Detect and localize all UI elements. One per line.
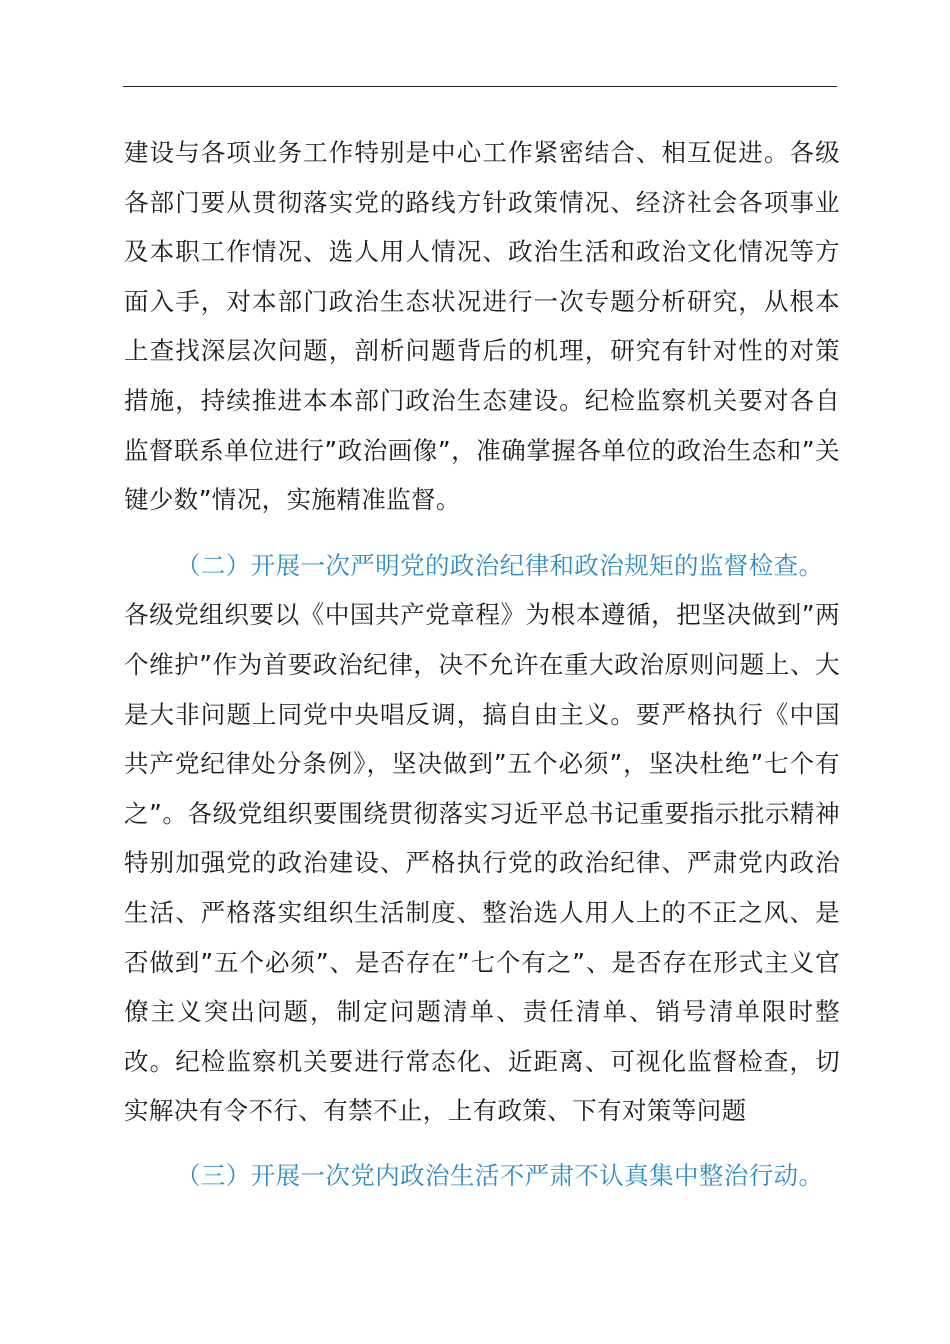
body-paragraph-2: 各级党组织要以《中国共产党章程》为根本遵循，把坚决做到”两个维护”作为首要政治纪律，决不允许在重大政治原则问题上、大是大非问题上同党中央唱反调，搞自由主义。要严格执行《中国共产党纪律处分条例》，坚决做到”五个必须”，坚决杜绝”七个有之”。各级党组织要围绕贯彻落实习近平总书记重要指示批示精神特别加强党的政治建设、严格执行党的政治纪律、严肃党内政治生活、严格落实组织生活制度、整治选人用人上的不正之风、是否做到”五个必须”、是否存在”七个有之”、是否存在形式主义官僚主义突出问题，制定问题清单、责任清单、销号清单限时整改。纪检监察机关要进行常态化、近距离、可视化监督检查，切实解决有令不行、有禁不止，上有政策、下有对策等问题	[124, 600, 840, 1126]
section-heading-2: （二）开展一次严明党的政治纪律和政治规矩的监督检查。	[176, 550, 824, 580]
section-heading-3: （三）开展一次党内政治生活不严肃不认真集中整治行动。	[176, 1160, 824, 1190]
body-paragraph-1: 建设与各项业务工作特别是中心工作紧密结合、相互促进。各级各部门要从贯彻落实党的路线方针政策情况、经济社会各项事业及本职工作情况、选人用人情况、政治生活和政治文化情况等方面入手，对本部门政治生态状况进行一次专题分析研究，从根本上查找深层次问题，剖析问题背后的机理，研究有针对性的对策措施，持续推进本本部门政治生态建设。纪检监察机关要对各自监督联系单位进行”政治画像”，准确掌握各单位的政治生态和”关键少数”情况，实施精准监督。	[124, 138, 840, 515]
header-rule	[123, 86, 837, 87]
document-body	[124, 128, 840, 1200]
